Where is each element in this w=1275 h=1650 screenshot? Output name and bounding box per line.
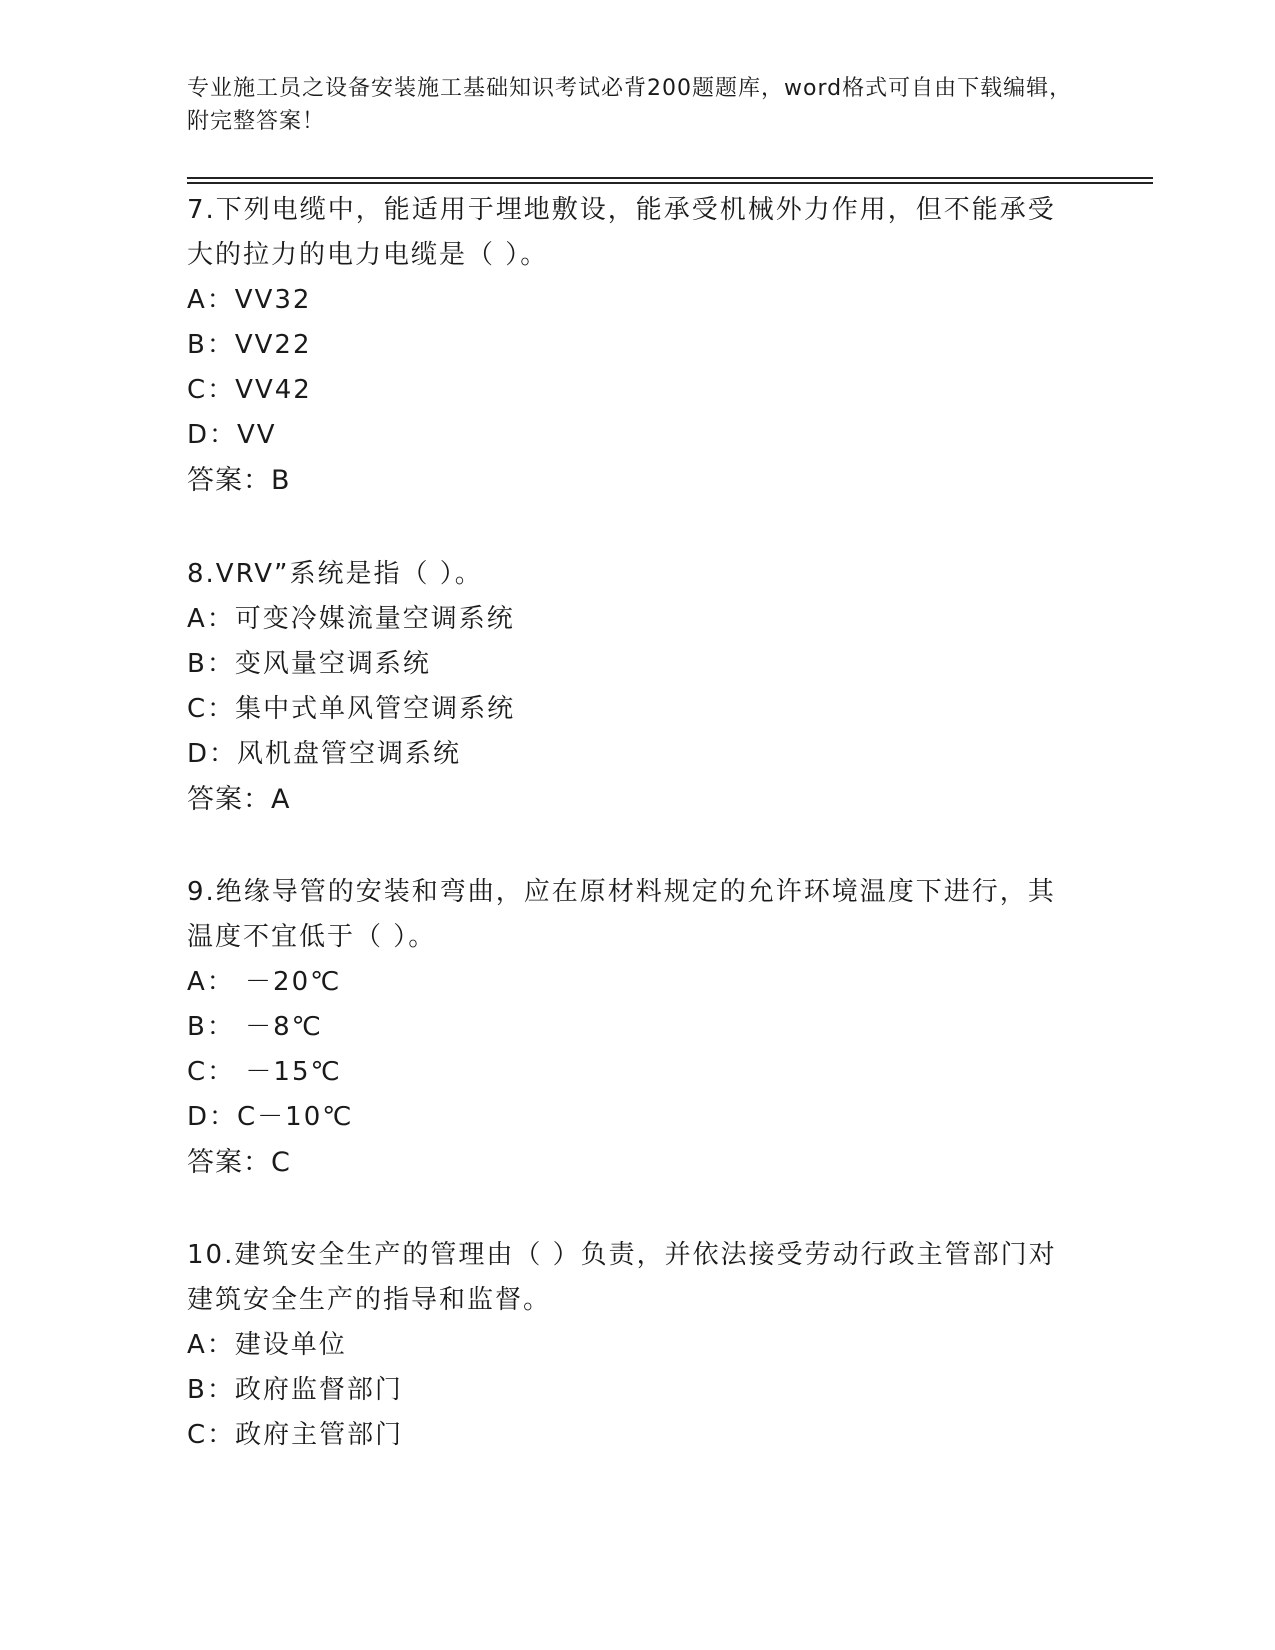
option-a: A： －20℃	[187, 967, 342, 997]
question-8	[187, 552, 1067, 822]
option-a: A：可变冷媒流量空调系统	[187, 604, 515, 634]
question-text: 10.建筑安全生产的管理由（ ）负责，并依法接受劳动行政主管部门对建筑安全生产的指导和监督。	[187, 1240, 1057, 1315]
option-b: B：VV22	[187, 330, 312, 360]
option-d: D：风机盘管空调系统	[187, 739, 462, 769]
answer: 答案：C	[187, 1147, 291, 1178]
option-c: C：VV42	[187, 375, 312, 405]
answer: 答案：A	[187, 784, 291, 815]
option-b: B：政府监督部门	[187, 1375, 403, 1405]
question-text: 7.下列电缆中，能适用于埋地敷设，能承受机械外力作用，但不能承受大的拉力的电力电缆是（ ）。	[187, 195, 1056, 270]
option-a: A：建设单位	[187, 1330, 347, 1360]
option-c: C： －15℃	[187, 1057, 342, 1087]
option-b: B： －8℃	[187, 1012, 323, 1042]
answer: 答案：B	[187, 465, 291, 496]
question-7	[187, 188, 1067, 503]
question-10	[187, 1233, 1067, 1458]
option-c: C：政府主管部门	[187, 1420, 404, 1450]
document-header: 专业施工员之设备安装施工基础知识考试必背200题题库，word格式可自由下载编辑，附完整答案！	[187, 76, 1073, 134]
question-text: 9.绝缘导管的安装和弯曲，应在原材料规定的允许环境温度下进行，其温度不宜低于（ ）。	[187, 877, 1056, 952]
option-d: D：C－10℃	[187, 1102, 354, 1132]
question-9	[187, 870, 1067, 1185]
option-c: C：集中式单风管空调系统	[187, 694, 516, 724]
header-divider-bottom	[187, 182, 1153, 184]
option-d: D：VV	[187, 420, 277, 450]
option-a: A：VV32	[187, 285, 312, 315]
question-text: 8.VRV”系统是指（ ）。	[187, 559, 483, 589]
option-b: B：变风量空调系统	[187, 649, 431, 679]
header-divider-top	[187, 177, 1153, 179]
